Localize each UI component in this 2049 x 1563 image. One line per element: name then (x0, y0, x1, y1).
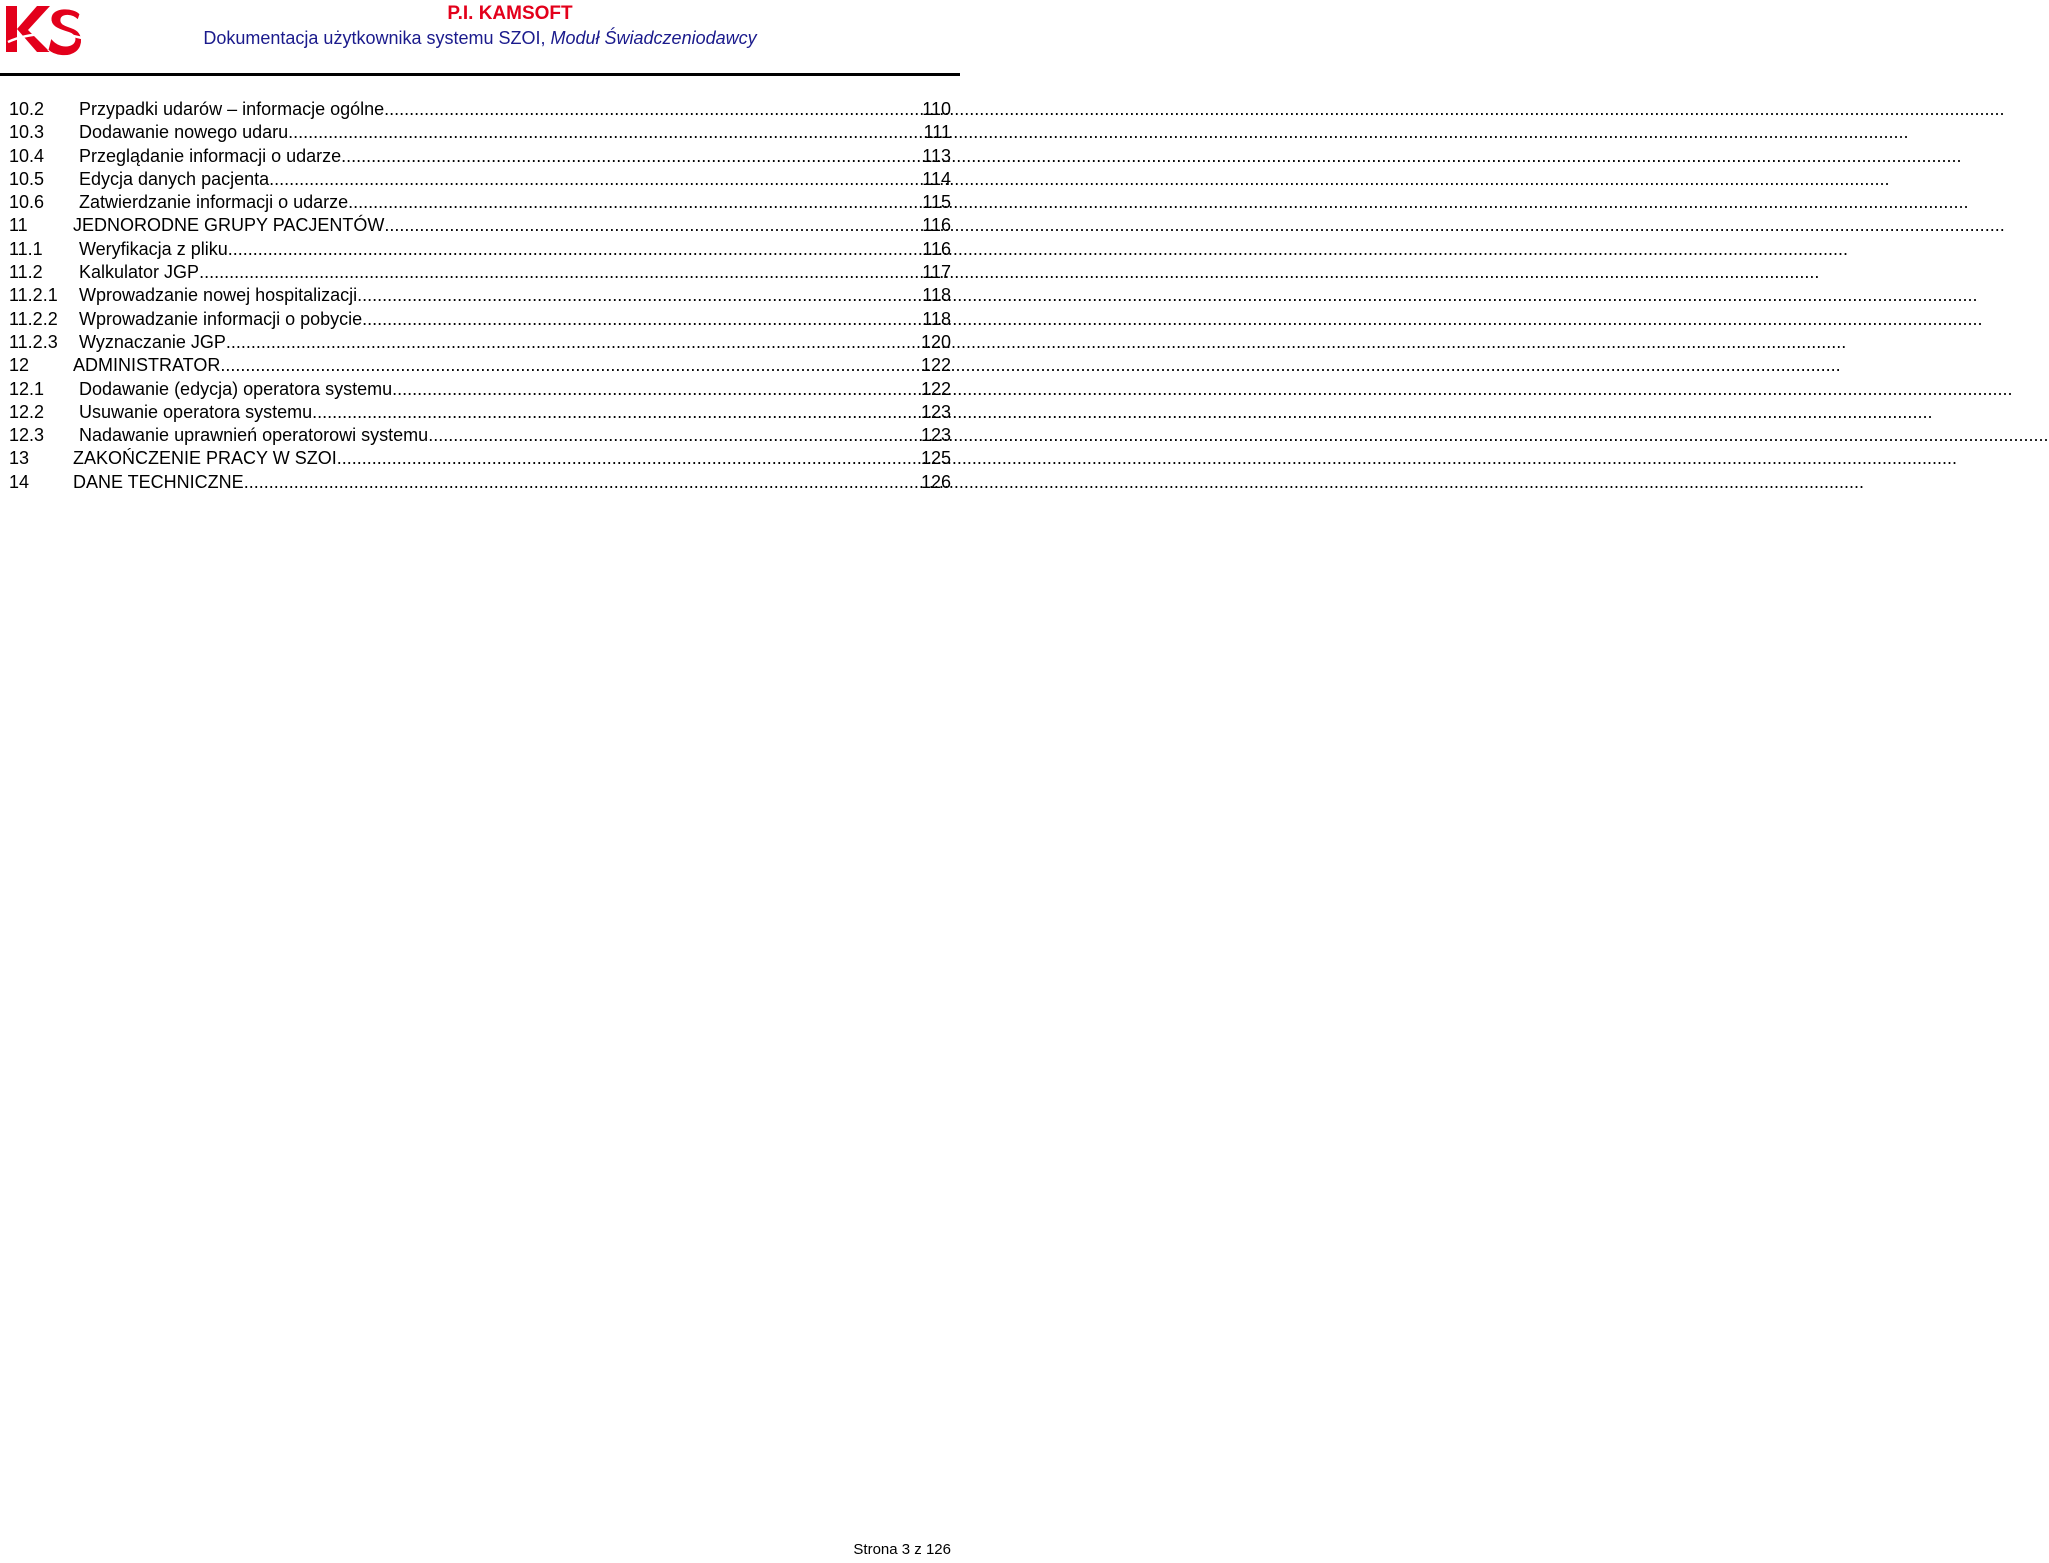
company-name: P.I. KAMSOFT (447, 3, 573, 24)
page-header (0, 0, 960, 76)
toc-entry[interactable] (9, 168, 951, 191)
toc-entry[interactable] (9, 191, 951, 214)
toc-entry-title: Edycja danych pacjenta (79, 168, 270, 189)
toc-entry[interactable] (9, 261, 951, 284)
toc-entry-page: 116 (922, 215, 951, 236)
toc-entry-number: 11.2.2 (9, 308, 58, 329)
toc-dot-leader (428, 424, 920, 447)
toc-entry-title: JEDNORODNE GRUPY PACJENTÓW (73, 215, 385, 236)
toc-entry[interactable] (9, 331, 951, 354)
toc-entry-title: Kalkulator JGP (79, 262, 200, 283)
toc-dot-leader (220, 354, 920, 377)
toc-entry-title: ADMINISTRATOR (73, 355, 221, 376)
toc-entry-title: Usuwanie operatora systemu (79, 401, 313, 422)
toc-entry-number: 10.6 (9, 192, 45, 213)
toc-entry-title: Przypadki udarów – informacje ogólne (79, 99, 385, 119)
toc-entry[interactable] (9, 447, 951, 470)
toc-dot-leader (362, 308, 921, 331)
toc-entry-page: 126 (920, 471, 951, 492)
toc-entry-page: 125 (920, 448, 951, 469)
toc-entry-title: DANE TECHNICZNE (73, 471, 244, 492)
toc-entry-title: Nadawanie uprawnień operatorowi systemu (79, 425, 429, 446)
document-title (120, 27, 840, 49)
toc-entry-number: 14 (9, 471, 30, 492)
toc-entry-page: 115 (922, 192, 951, 213)
document-title-main: Dokumentacja użytkownika systemu SZOI, (203, 28, 551, 48)
toc-entry-number: 12 (9, 355, 30, 376)
toc-entry-number: 13 (9, 448, 30, 469)
toc-entry[interactable] (9, 284, 951, 307)
toc-entry-number: 11.2.1 (9, 285, 58, 306)
header-divider (0, 73, 960, 76)
toc-entry-number: 11.2.3 (9, 331, 58, 352)
toc-entry-number: 11.1 (9, 238, 43, 259)
toc-entry-page: 122 (920, 355, 951, 376)
toc-entry-number: 12.1 (9, 378, 45, 399)
toc-entry-page: 123 (920, 425, 951, 446)
toc-entry-page: 116 (922, 238, 951, 259)
toc-entry-page: 123 (920, 401, 951, 422)
toc-entry[interactable] (9, 308, 951, 331)
toc-entry[interactable] (9, 424, 951, 447)
toc-entry-title: Dodawanie (edycja) operatora systemu (79, 378, 393, 399)
toc-dot-leader (341, 145, 921, 168)
toc-entry-page: 117 (922, 262, 951, 283)
toc-entry-title: Zatwierdzanie informacji o udarze (79, 192, 349, 213)
page-number-footer: Strona 3 z 126 (853, 1541, 951, 1558)
toc-dot-leader (357, 284, 921, 307)
toc-dot-leader (269, 168, 921, 191)
toc-entry[interactable] (9, 121, 951, 144)
toc-entry-page: 113 (922, 145, 951, 166)
toc-entry[interactable] (9, 354, 951, 377)
toc-entry-title: ZAKOŃCZENIE PRACY W SZOI (73, 448, 337, 469)
toc-entry[interactable] (9, 238, 951, 261)
toc-entry-title: Wprowadzanie informacji o pobycie (79, 308, 363, 329)
toc-entry-page: 111 (923, 122, 951, 143)
toc-entry-number: 11 (9, 215, 28, 236)
toc-entry-number: 10.4 (9, 145, 45, 166)
toc-entry-title: Wprowadzanie nowej hospitalizacji (79, 285, 358, 306)
toc-dot-leader (348, 191, 921, 214)
toc-entry-number: 10.3 (9, 122, 45, 143)
toc-entry-title: Weryfikacja z pliku (79, 238, 228, 259)
toc-entry-page: 122 (920, 378, 951, 399)
toc-dot-leader (228, 238, 922, 261)
toc-entry[interactable] (9, 471, 951, 494)
toc-entry[interactable] (9, 145, 951, 168)
toc-entry-page: 120 (920, 331, 951, 352)
toc-dot-leader (199, 261, 921, 284)
toc-entry-number: 12.2 (9, 401, 45, 422)
kamsoft-logo (4, 2, 84, 60)
toc-dot-leader (384, 98, 921, 121)
toc-dot-leader (392, 378, 920, 401)
toc-entry-number: 11.2 (9, 262, 43, 283)
toc-entry-number: 10.2 (9, 99, 45, 119)
toc-entry[interactable] (9, 98, 951, 121)
table-of-contents (9, 98, 951, 494)
toc-dot-leader (337, 447, 920, 470)
toc-entry[interactable] (9, 378, 951, 401)
toc-entry-page: 118 (922, 285, 951, 306)
toc-entry[interactable] (9, 214, 951, 237)
toc-entry-title: Dodawanie nowego udaru (79, 122, 289, 143)
toc-dot-leader (384, 214, 921, 237)
document-title-module: Moduł Świadczeniodawcy (550, 28, 757, 48)
toc-entry-title: Przeglądanie informacji o udarze (79, 145, 342, 166)
toc-dot-leader (312, 401, 920, 424)
toc-entry-title: Wyznaczanie JGP (79, 331, 226, 352)
toc-dot-leader (288, 121, 922, 144)
toc-dot-leader (244, 471, 920, 494)
toc-entry-number: 12.3 (9, 425, 45, 446)
toc-entry-page: 110 (922, 99, 951, 119)
toc-dot-leader (226, 331, 920, 354)
toc-entry-page: 118 (922, 308, 951, 329)
toc-entry-number: 10.5 (9, 168, 45, 189)
toc-entry-page: 114 (922, 168, 951, 189)
toc-entry[interactable] (9, 401, 951, 424)
